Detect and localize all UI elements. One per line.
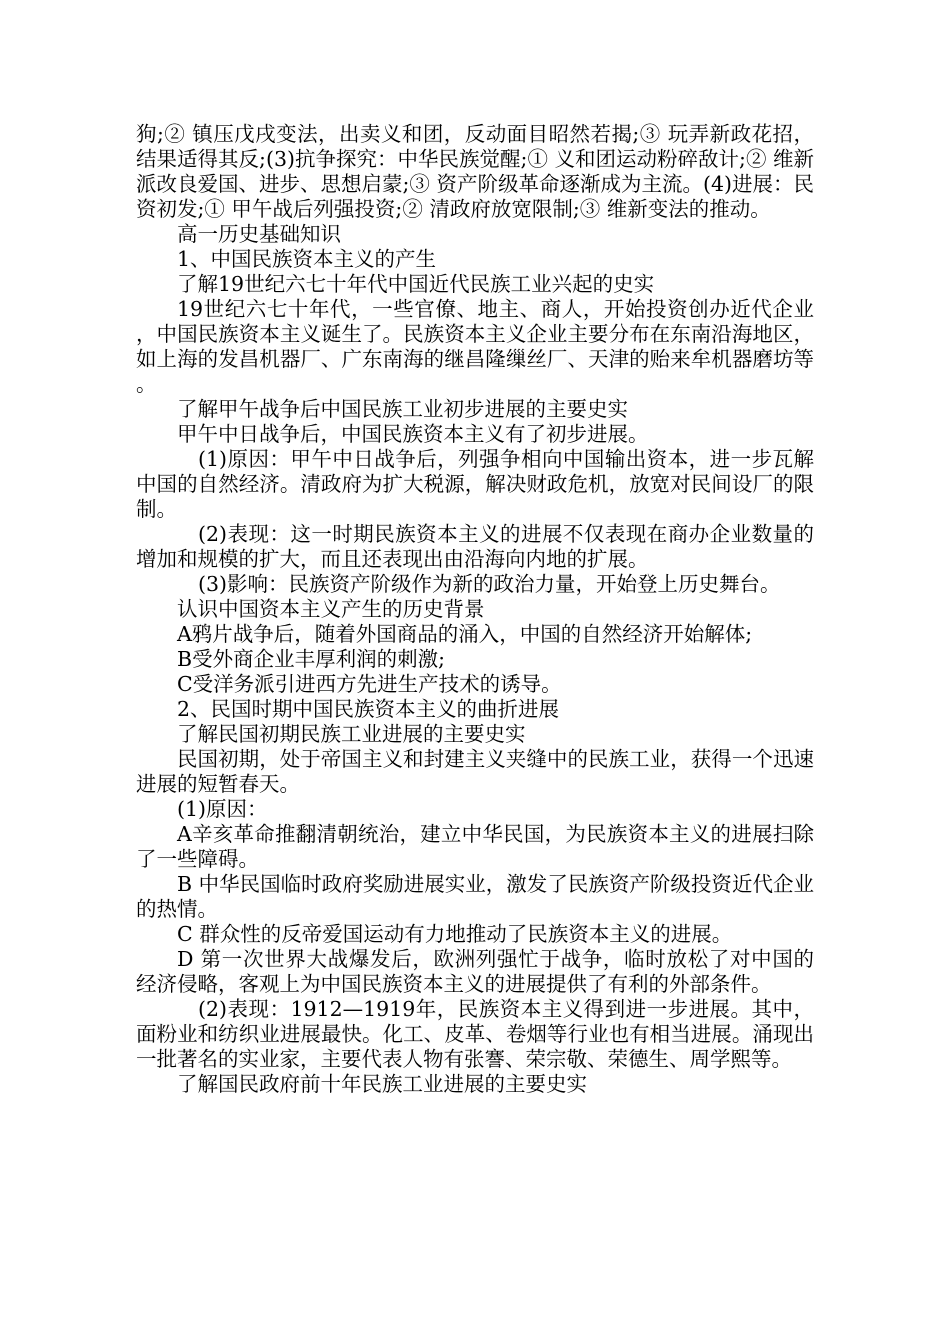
document-body <box>136 122 814 1097</box>
list-item: C 群众性的反帝爱国运动有力地推动了民族资本主义的进展。 <box>177 922 733 946</box>
list-item: A辛亥革命推翻清朝统治，建立中华民国，为民族资本主义的进展扫除了一些障碍。 <box>136 822 814 871</box>
list-item: (2)表现：这一时期民族资本主义的进展不仅表现在商办企业数量的增加和规模的扩大，而且还表现出由沿海向内地的扩展。 <box>136 522 814 571</box>
paragraph: 民国初期，处于帝国主义和封建主义夹缝中的民族工业，获得一个迅速进展的短暂春天。 <box>136 747 814 796</box>
subsection-heading: 认识中国资本主义产生的历史背景 <box>177 597 485 621</box>
subsection-heading: 了解国民政府前十年民族工业进展的主要史实 <box>177 1072 587 1096</box>
paragraph-continuation: 狗;② 镇压戊戌变法，出卖义和团，反动面目昭然若揭;③ 玩弄新政花招，结果适得其反;(3)抗争探究：中华民族觉醒;① 义和团运动粉碎敌计;② 维新派改良爱国、进步、思想启蒙;③ 资产阶级革命逐渐成为主流。(4)进展：民资初发;① 甲午战后列强投资;② 清政府放宽限制;③ 维新变法的推动。 <box>136 122 814 221</box>
list-item: (2)表现：1912—1919年，民族资本主义得到进一步进展。其中，面粉业和纺织业进展最快。化工、皮革、卷烟等行业也有相当进展。涌现出一批著名的实业家，主要代表人物有张謇、荣宗敬、荣德生、周学熙等。 <box>136 997 814 1071</box>
subsection-heading: 了解甲午战争后中国民族工业初步进展的主要史实 <box>177 397 628 421</box>
list-item: (1)原因： <box>177 797 268 821</box>
list-item: (1)原因：甲午中日战争后，列强争相向中国输出资本，进一步瓦解中国的自然经济。清政府为扩大税源，解决财政危机，放宽对民间设厂的限制。 <box>136 447 814 521</box>
chapter-title: 2、民国时期中国民族资本主义的曲折进展 <box>177 697 560 721</box>
subsection-heading: 了解民国初期民族工业进展的主要史实 <box>177 722 526 746</box>
section-heading: 高一历史基础知识 <box>177 222 341 246</box>
list-item: B 中华民国临时政府奖励进展实业，激发了民族资产阶级投资近代企业的热情。 <box>136 872 814 921</box>
list-item: (3)影响：民族资产阶级作为新的政治力量，开始登上历史舞台。 <box>198 572 781 596</box>
list-item: B受外商企业丰厚利润的刺激; <box>177 647 445 671</box>
subsection-heading: 了解19世纪六七十年代中国近代民族工业兴起的史实 <box>177 272 655 296</box>
paragraph: 19世纪六七十年代，一些官僚、地主、商人，开始投资创办近代企业，中国民族资本主义诞生了。民族资本主义企业主要分布在东南沿海地区，如上海的发昌机器厂、广东南海的继昌隆缫丝厂、天津的贻来牟机器磨坊等。 <box>136 297 814 396</box>
list-item: D 第一次世界大战爆发后，欧洲列强忙于战争，临时放松了对中国的经济侵略，客观上为中国民族资本主义的进展提供了有利的外部条件。 <box>136 947 814 996</box>
list-item: A鸦片战争后，随着外国商品的涌入，中国的自然经济开始解体; <box>177 622 753 646</box>
chapter-title: 1、中国民族资本主义的产生 <box>177 247 437 271</box>
list-item: C受洋务派引进西方先进生产技术的诱导。 <box>177 672 562 696</box>
paragraph: 甲午中日战争后，中国民族资本主义有了初步进展。 <box>177 422 649 446</box>
